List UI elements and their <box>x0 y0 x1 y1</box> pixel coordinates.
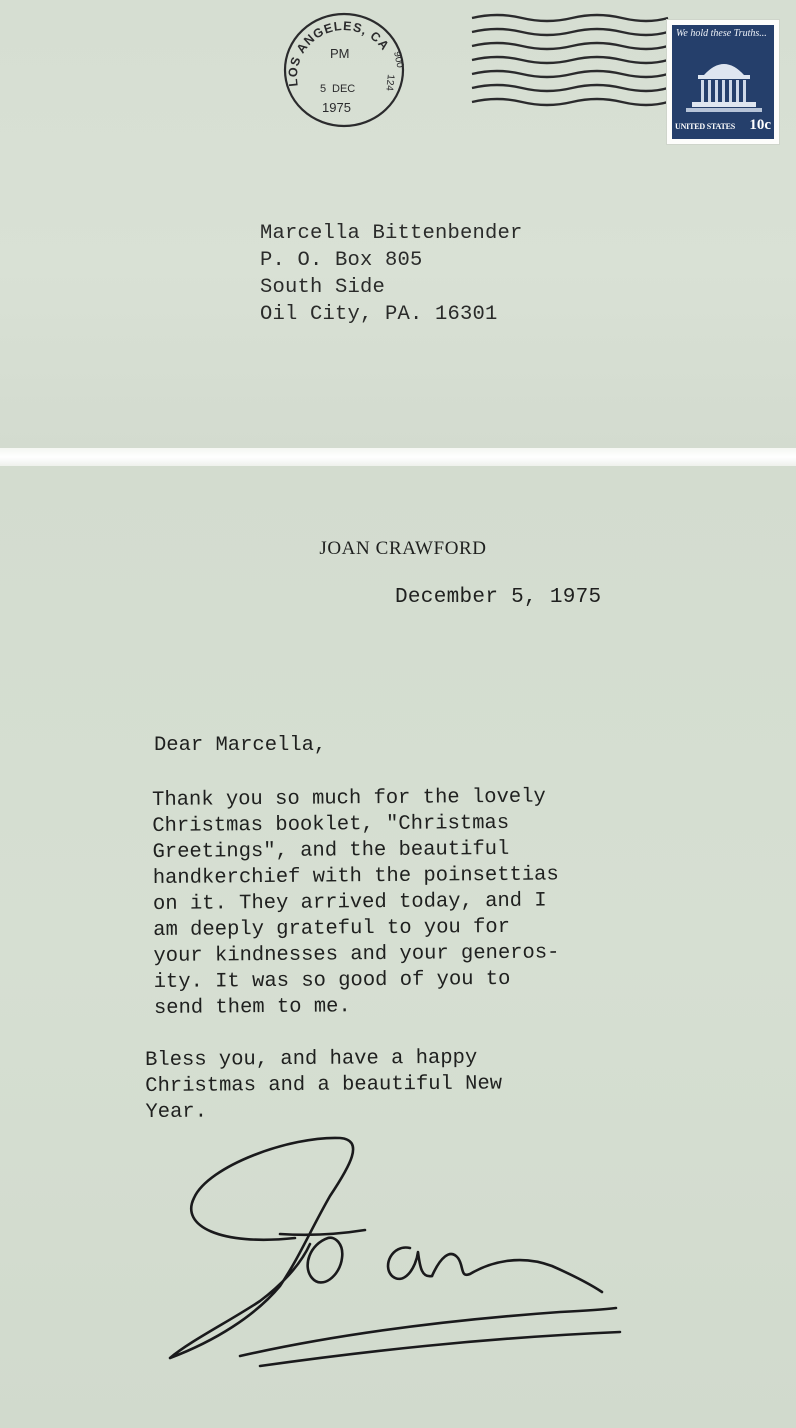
postmark-station: 124 <box>383 73 396 92</box>
postage-stamp-image <box>672 25 774 139</box>
stamp-motto: We hold these Truths... <box>676 28 767 39</box>
body-line: am deeply grateful to you for <box>153 915 511 942</box>
recipient-address <box>260 220 523 328</box>
body-line: on it. They arrived today, and I <box>152 889 547 916</box>
address-line-city: Oil City, PA. 16301 <box>260 303 498 326</box>
salutation: Dear Marcella, <box>154 734 327 757</box>
body-line: Greetings", and the beautiful <box>152 837 510 864</box>
stamp-country: UNITED STATES <box>675 122 736 131</box>
page-divider <box>0 448 796 466</box>
closing-line: Bless you, and have a happy <box>145 1046 478 1072</box>
body-line: Christmas booklet, "Christmas <box>152 811 510 838</box>
letter-sheet <box>0 466 796 1428</box>
postmark-stamp <box>280 8 408 130</box>
postage-stamp <box>667 20 779 144</box>
body-line: send them to me. <box>153 995 351 1020</box>
address-line-box: P. O. Box 805 <box>260 249 423 272</box>
body-line: handkerchief with the poinsettias <box>152 863 559 890</box>
cancellation-wavy-lines <box>470 10 670 114</box>
memorial-building-icon <box>684 45 764 117</box>
stamp-value: 10c <box>749 117 771 133</box>
envelope <box>0 0 796 448</box>
postmark-zip: 900 <box>391 50 406 69</box>
address-line-name: Marcella Bittenbender <box>260 222 523 245</box>
postmark-time: PM <box>330 46 350 61</box>
closing-line: Year. <box>145 1100 208 1124</box>
letterhead: JOAN CRAWFORD <box>319 538 487 559</box>
letter-date: December 5, 1975 <box>395 586 602 609</box>
body-line: ity. It was so good of you to <box>153 967 511 994</box>
postmark-month: DEC <box>332 83 356 95</box>
postmark-year: 1975 <box>322 100 351 115</box>
body-line: your kindnesses and your generos- <box>153 941 560 968</box>
handwritten-signature <box>160 1126 630 1376</box>
postmark-day: 5 <box>320 83 327 95</box>
address-line-district: South Side <box>260 276 386 299</box>
postmark-city: LOS ANGELES, CA <box>285 18 393 88</box>
closing-paragraph <box>145 1046 502 1126</box>
body-paragraph <box>152 784 560 1022</box>
body-line: Thank you so much for the lovely <box>152 785 546 812</box>
closing-line: Christmas and a beautiful New <box>145 1072 503 1098</box>
